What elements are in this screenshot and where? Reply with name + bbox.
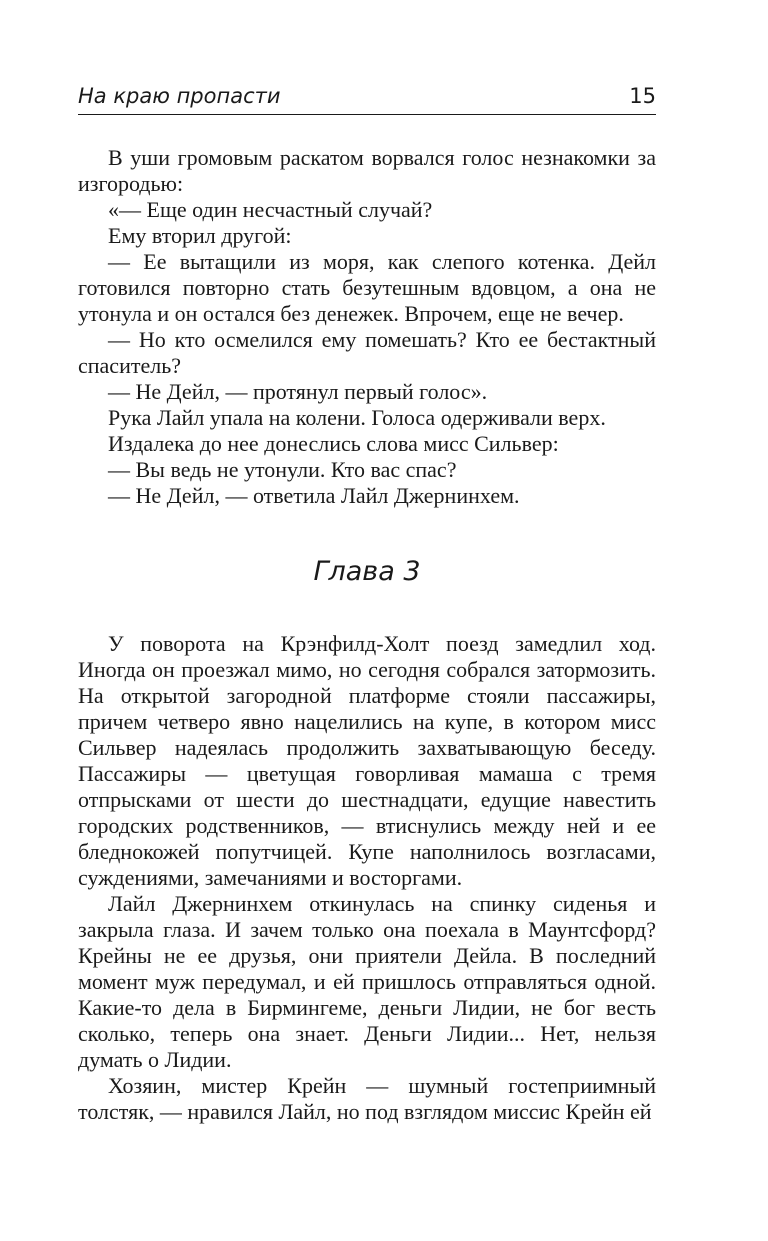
chapter-body: [78, 631, 656, 1125]
paragraph: Ему вторил другой:: [108, 223, 292, 248]
paragraph: — Ее вытащили из моря, как слепого котенка. Дейл готовился повторно стать безутешным вдовцом, а она не утонула и он остался без денежек. Впрочем, еще не вечер.: [78, 249, 656, 326]
chapter-title: Глава 3: [313, 556, 421, 587]
paragraph: — Но кто осмелился ему помешать? Кто ее бестактный спаситель?: [78, 327, 656, 378]
running-title: На краю пропасти: [78, 84, 281, 108]
paragraph: У поворота на Крэнфилд-Холт поезд замедлил ход. Иногда он проезжал мимо, но сегодня собрался затормозить. На открытой загородной платформе стояли пассажиры, причем четверо явно нацелились на купе, в котором мисс Сильвер надеялась продолжить захватывающую беседу. Пассажиры — цветущая говорливая мамаша с тремя отпрысками от шести до шестнадцати, едущие навестить городских родственников, — втиснулись между ней и ее бледнокожей попутчицей. Купе наполнилось возгласами, суждениями, замечаниями и восторгами.: [78, 631, 656, 890]
paragraph: — Не Дейл, — ответила Лайл Джернинхем.: [108, 483, 520, 508]
paragraph: — Вы ведь не утонули. Кто вас спас?: [108, 457, 457, 482]
running-header: [78, 78, 656, 115]
book-page: [78, 78, 656, 1125]
paragraph: — Не Дейл, — протянул первый голос».: [108, 379, 488, 404]
page-number: 15: [629, 84, 656, 108]
paragraph: Рука Лайл упала на колени. Голоса одерживали верх.: [108, 405, 606, 430]
paragraph: Лайл Джернинхем откинулась на спинку сиденья и закрыла глаза. И зачем только она поехала в Маунтсфорд? Крейны не ее друзья, они приятели Дейла. В последний момент муж передумал, и ей пришлось отправляться одной. Какие-то дела в Бирмингеме, деньги Лидии, не бог весть сколько, теперь она знает. Деньги Лидии... Нет, нельзя думать о Лидии.: [78, 891, 656, 1072]
paragraph: Хозяин, мистер Крейн — шумный гостеприимный толстяк, — нравился Лайл, но под взглядом миссис Крейн ей: [78, 1073, 656, 1124]
paragraph: В уши громовым раскатом ворвался голос незнакомки за изгородью:: [78, 145, 656, 196]
dialogue-block: [78, 145, 656, 509]
paragraph: «— Еще один несчастный случай?: [108, 197, 433, 222]
paragraph: Издалека до нее донеслись слова мисс Сильвер:: [108, 431, 559, 456]
